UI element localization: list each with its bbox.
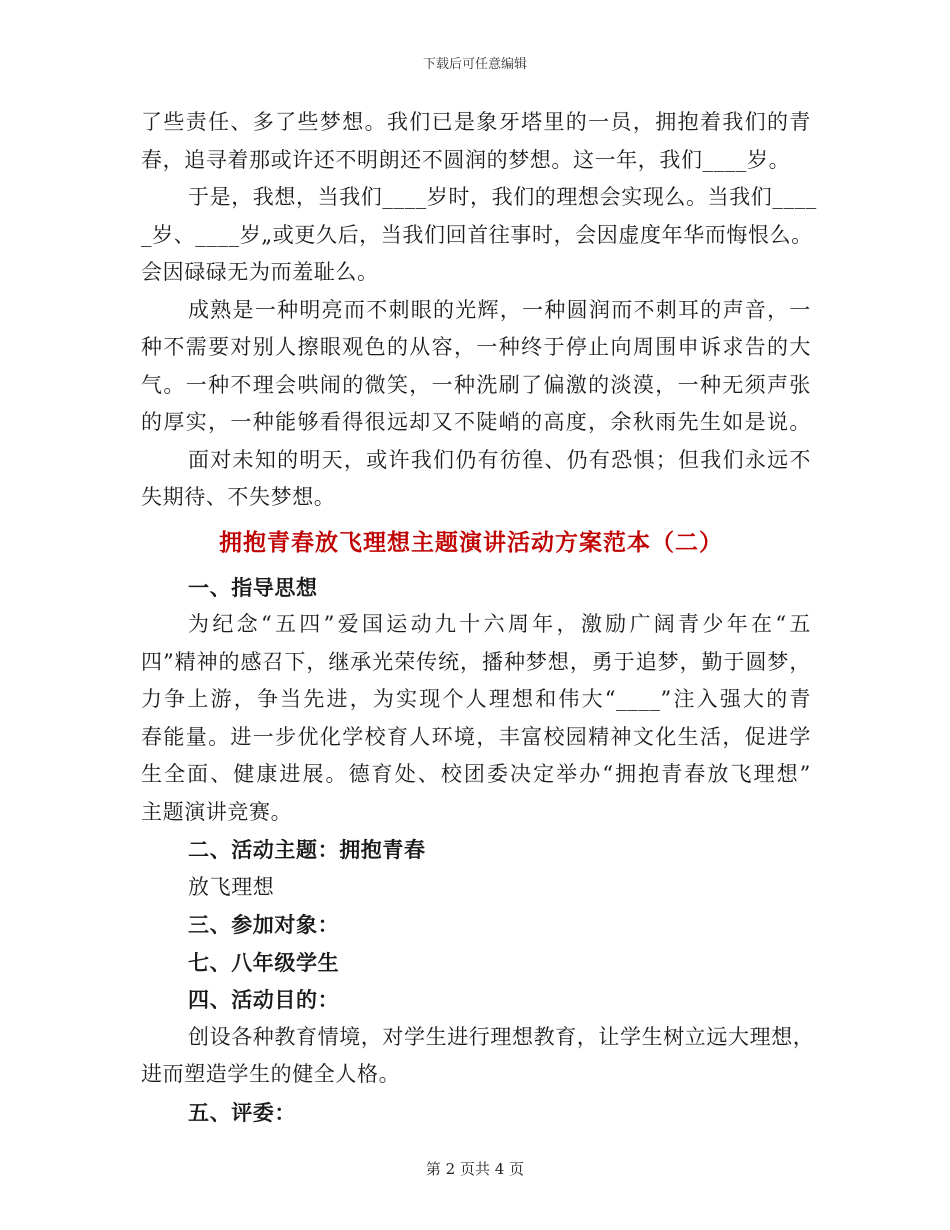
body-line: 于是，我想，当我们____岁时，我们的理想会实现么。当我们____ — [188, 185, 817, 209]
section-title: 拥抱青春放飞理想主题演讲活动方案范本（二） — [219, 528, 723, 556]
body-line: 气。一种不理会哄闹的微笑，一种洗刷了偏激的淡漠，一种无须声张 — [141, 372, 811, 397]
body-line: 了些责任、多了些梦想。我们已是象牙塔里的一员，拥抱着我们的青 — [141, 110, 811, 134]
document-body — [141, 104, 817, 1131]
body-line: 春能量。进一步优化学校育人环境，丰富校园精神文化生活，促进学 — [141, 724, 811, 749]
section-heading: 一、指导思想 — [188, 574, 318, 600]
section-heading: 三、参加对象： — [188, 912, 340, 937]
page-header: 下载后可任意编辑 — [422, 57, 527, 72]
body-line: 面对未知的明天，或许我们仍有彷徨、仍有恐惧；但我们永远不 — [188, 447, 811, 472]
body-line: 失期待、不失梦想。 — [141, 485, 336, 509]
body-line: 四”精神的感召下，继承光荣传统，播种梦想，勇于追梦，勤于圆梦， — [141, 649, 811, 674]
body-line: 七、八年级学生 — [188, 949, 340, 975]
body-line: 春，追寻着那或许还不明朗还不圆润的梦想。这一年，我们____岁。 — [141, 147, 791, 172]
body-line: _岁、____岁„或更久后，当我们回首往事时，会因虚度年华而悔恨么。 — [141, 222, 813, 247]
section-heading: 五、评委： — [188, 1099, 296, 1125]
body-line: 创设各种教育情境，对学生进行理想教育，让学生树立远大理想， — [188, 1024, 815, 1049]
section-heading: 二、活动主题：拥抱青春 — [188, 837, 426, 862]
body-line: 为纪念“五四”爱国运动九十六周年，激励广阔青少年在“五 — [188, 612, 811, 636]
body-line: 力争上游，争当先进，为实现个人理想和伟大“____”注入强大的青 — [141, 687, 811, 711]
section-heading: 四、活动目的： — [188, 987, 340, 1012]
body-line: 会因碌碌无为而羞耻么。 — [141, 260, 379, 284]
body-line: 主题演讲竞赛。 — [141, 799, 293, 824]
body-line: 种不需要对别人擦眼观色的从容，一种终于停止向周围申诉求告的大 — [141, 335, 811, 359]
page-footer: 第 2 页共 4 页 — [425, 1160, 525, 1178]
body-line: 的厚实，一种能够看得很远却又不陡峭的高度，余秋雨先生如是说。 — [141, 410, 811, 434]
body-line: 进而塑造学生的健全人格。 — [141, 1062, 401, 1086]
body-line: 放飞理想 — [188, 874, 275, 899]
body-line: 生全面、健康进展。德育处、校团委决定举办“拥抱青春放飞理想” — [141, 762, 811, 786]
body-line: 成熟是一种明亮而不刺眼的光辉，一种圆润而不刺耳的声音，一 — [188, 297, 811, 322]
